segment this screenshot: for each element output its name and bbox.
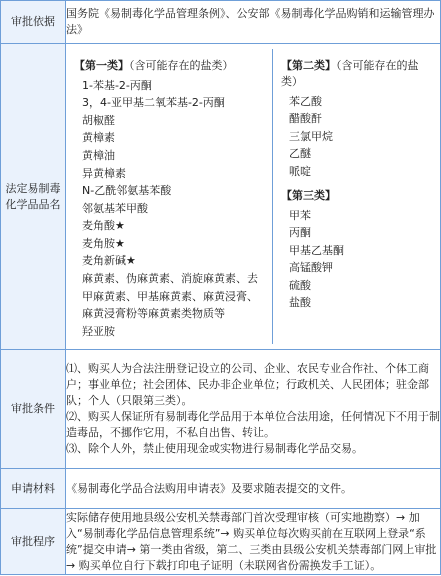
cat1-item: 羟亚胺 <box>82 324 115 338</box>
cat1-item: 异黄樟素 <box>82 166 126 180</box>
cat2-heading <box>281 57 432 89</box>
cat1-item: 麦角酸★ <box>82 219 125 233</box>
cat3-item: 硫酸 <box>289 278 311 292</box>
cat3-item: 甲苯 <box>289 208 311 222</box>
cat1-item: 黄樟油 <box>82 148 115 162</box>
basis-text: 国务院《易制毒化学品管理条例》、公安部《易制毒化学品购销和运输管理办法》 <box>66 1 441 44</box>
label-conditions: 审批条件 <box>1 350 66 469</box>
condition-item: ⑶、除个人外，禁止使用现金或实物进行易制毒化学品交易。 <box>66 442 363 455</box>
label-materials: 申请材料 <box>1 469 66 509</box>
cat1-item: 麦角新碱★ <box>82 254 136 268</box>
cat3-item: 丙酮 <box>289 226 311 240</box>
cat2-item: 苯乙酸 <box>289 94 322 108</box>
cat1-item: 麻黄素、伪麻黄素、消旋麻黄素、去甲麻黄素、甲基麻黄素、麻黄浸膏、麻黄浸膏粉等麻黄素类物质等 <box>82 272 258 321</box>
cat1-item: 黄樟素 <box>82 131 115 145</box>
names-cell <box>66 44 441 350</box>
cat2-title: 【第二类】 <box>281 58 336 72</box>
cat3-heading <box>281 187 432 203</box>
cat3-title: 【第三类】 <box>281 188 336 202</box>
cat1-heading <box>74 57 264 73</box>
cat3-item: 盐酸 <box>289 296 311 310</box>
conditions-cell <box>66 350 441 469</box>
cat1-item: 3，4-亚甲基二氧苯基-2-丙酮 <box>82 96 225 110</box>
label-names: 法定易制毒化学品品名 <box>1 44 66 350</box>
procedure-text: 实际储存使用地县级公安机关禁毒部门首次受理审核（可实地勘察）→ 加入“易制毒化学品信息管理系统”→ 购买单位每次购买前在互联网上登录“系统”提交申请→ 第一类由省级，第二、三类由县级公安机关禁毒部门网上审批→ 购买单位自行下载打印电子证明（未联网省份需换发手工证）。 <box>66 509 441 575</box>
cat2-item: 乙醚 <box>289 147 311 161</box>
cat1-item: 麦角胺★ <box>82 236 125 250</box>
cat1-note: （含可能存在的盐类） <box>129 58 234 72</box>
category-2-3 <box>273 49 440 345</box>
row-names <box>1 44 441 350</box>
label-basis: 审批依据 <box>1 1 66 44</box>
materials-text: 《易制毒化学品合法购用申请表》及要求随表提交的文件。 <box>66 469 441 509</box>
condition-item: ⑴、购买人为合法注册登记设立的公司、企业、农民专业合作社、个体工商户；事业单位；社会团体、民办非企业单位；行政机关、人民团体；驻金部队；个人（只限第三类）。 <box>66 362 429 407</box>
cat3-item: 甲基乙基酮 <box>289 243 344 257</box>
cat1-item: 1-苯基-2-丙酮 <box>82 78 152 92</box>
category-columns <box>66 49 440 345</box>
row-basis <box>1 1 441 44</box>
cat1-title: 【第一类】 <box>74 58 129 72</box>
label-procedure: 审批程序 <box>1 509 66 575</box>
category-1 <box>66 49 273 345</box>
row-procedure <box>1 509 441 575</box>
cat1-item: 邻氨基苯甲酸 <box>82 201 148 215</box>
cat2-note: （含可能存在的盐类） <box>281 58 419 88</box>
cat2-item: 三氯甲烷 <box>289 129 333 143</box>
row-conditions <box>1 350 441 469</box>
condition-item: ⑵、购买人保证所有易制毒化学品用于本单位合法用途，任何情况下不用于制造毒品，不挪作它用，不私自出售、转让。 <box>66 410 440 439</box>
row-materials <box>1 469 441 509</box>
cat1-item: 胡椒醛 <box>82 113 115 127</box>
cat2-item: 哌啶 <box>289 164 311 178</box>
cat1-item: N-乙酰邻氨基苯酸 <box>82 184 172 198</box>
cat3-item: 高锰酸钾 <box>289 261 333 275</box>
cat2-item: 醋酸酐 <box>289 112 322 126</box>
